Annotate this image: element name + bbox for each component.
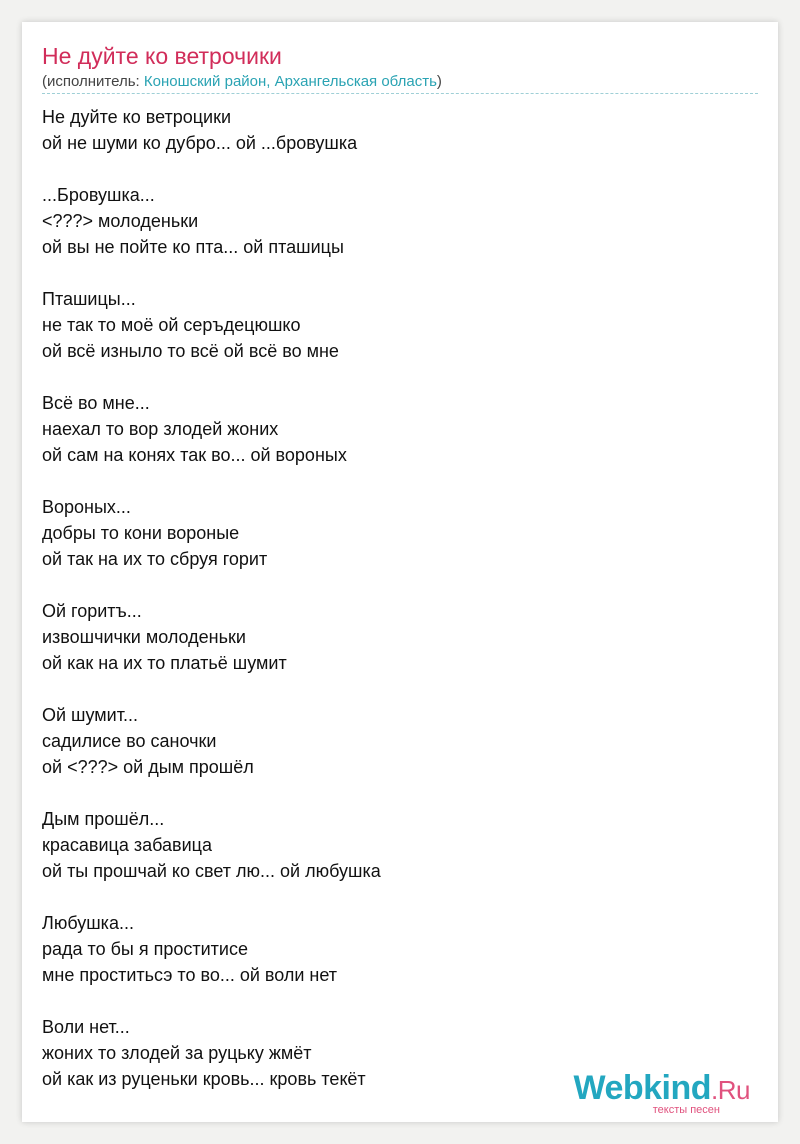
lyrics-line: Не дуйте ко ветроцики	[42, 107, 232, 127]
lyrics-text	[42, 104, 742, 1092]
lyrics-line: ой сам на конях так во... ой вороных	[42, 445, 347, 465]
lyrics-line: ой <???> ой дым прошёл	[42, 757, 254, 777]
lyrics-line: ой так на их то сбруя горит	[42, 549, 268, 569]
lyrics-stanza	[42, 910, 742, 988]
lyrics-stanza	[42, 598, 742, 676]
lyrics-line: мне проститьсэ то во... ой воли нет	[42, 965, 338, 985]
lyrics-line: Любушка...	[42, 913, 134, 933]
logo-wordmark: Webkind	[573, 1069, 712, 1107]
title-divider	[42, 93, 758, 94]
lyrics-line: Пташицы...	[42, 289, 136, 309]
lyrics-line: ой ты прошчай ко свет лю... ой любушка	[42, 861, 381, 881]
artist-link[interactable]: Коношский район, Архангельская область	[143, 73, 437, 90]
lyrics-stanza	[42, 182, 742, 260]
lyrics-line: ой как на их то платьё шумит	[42, 653, 287, 673]
lyrics-line: красавица забавица	[42, 835, 212, 855]
lyrics-line: Воли нет...	[42, 1017, 130, 1037]
artist-line	[42, 73, 442, 90]
lyrics-line: ой не шуми ко дубро... ой ...бровушка	[42, 133, 358, 153]
lyrics-stanza	[42, 104, 742, 156]
lyrics-stanza	[42, 806, 742, 884]
lyrics-line: ой вы не пойте ко пта... ой пташицы	[42, 237, 344, 257]
lyrics-line: Ой горитъ...	[42, 601, 142, 621]
lyrics-line: извошчички молоденьки	[42, 627, 246, 647]
lyrics-line: садилисе во саночки	[42, 731, 217, 751]
lyrics-line: ой всё изныло то всё ой всё во мне	[42, 341, 339, 361]
lyrics-stanza	[42, 702, 742, 780]
artist-prefix: (исполнитель:	[42, 73, 144, 90]
artist-suffix: )	[436, 73, 442, 90]
lyrics-stanza	[42, 494, 742, 572]
lyrics-line: ...Бровушка...	[42, 185, 155, 205]
logo-tagline: тексты песен	[652, 1104, 720, 1116]
lyrics-line: Ой шумит...	[42, 705, 138, 725]
lyrics-line: наехал то вор злодей жоних	[42, 419, 279, 439]
song-title: Не дуйте ко ветрочики	[42, 43, 282, 69]
lyrics-line: не так то моё ой серъдецюшко	[42, 315, 301, 335]
lyrics-line: ой как из руценьки кровь... кровь текёт	[42, 1069, 366, 1089]
lyrics-stanza	[42, 390, 742, 468]
lyrics-line: жоних то злодей за руцьку жмёт	[42, 1043, 312, 1063]
lyrics-line: добры то кони вороные	[42, 523, 240, 543]
lyrics-line: Дым прошёл...	[42, 809, 165, 829]
webkind-logo[interactable]	[573, 1071, 750, 1116]
logo-tld: .Ru	[711, 1075, 750, 1105]
lyrics-stanza	[42, 286, 742, 364]
lyrics-line: рада то бы я проститисе	[42, 939, 248, 959]
lyrics-line: Всё во мне...	[42, 393, 150, 413]
lyrics-line: <???> молоденьки	[42, 211, 199, 231]
lyrics-card	[22, 22, 778, 1122]
lyrics-line: Вороных...	[42, 497, 131, 517]
